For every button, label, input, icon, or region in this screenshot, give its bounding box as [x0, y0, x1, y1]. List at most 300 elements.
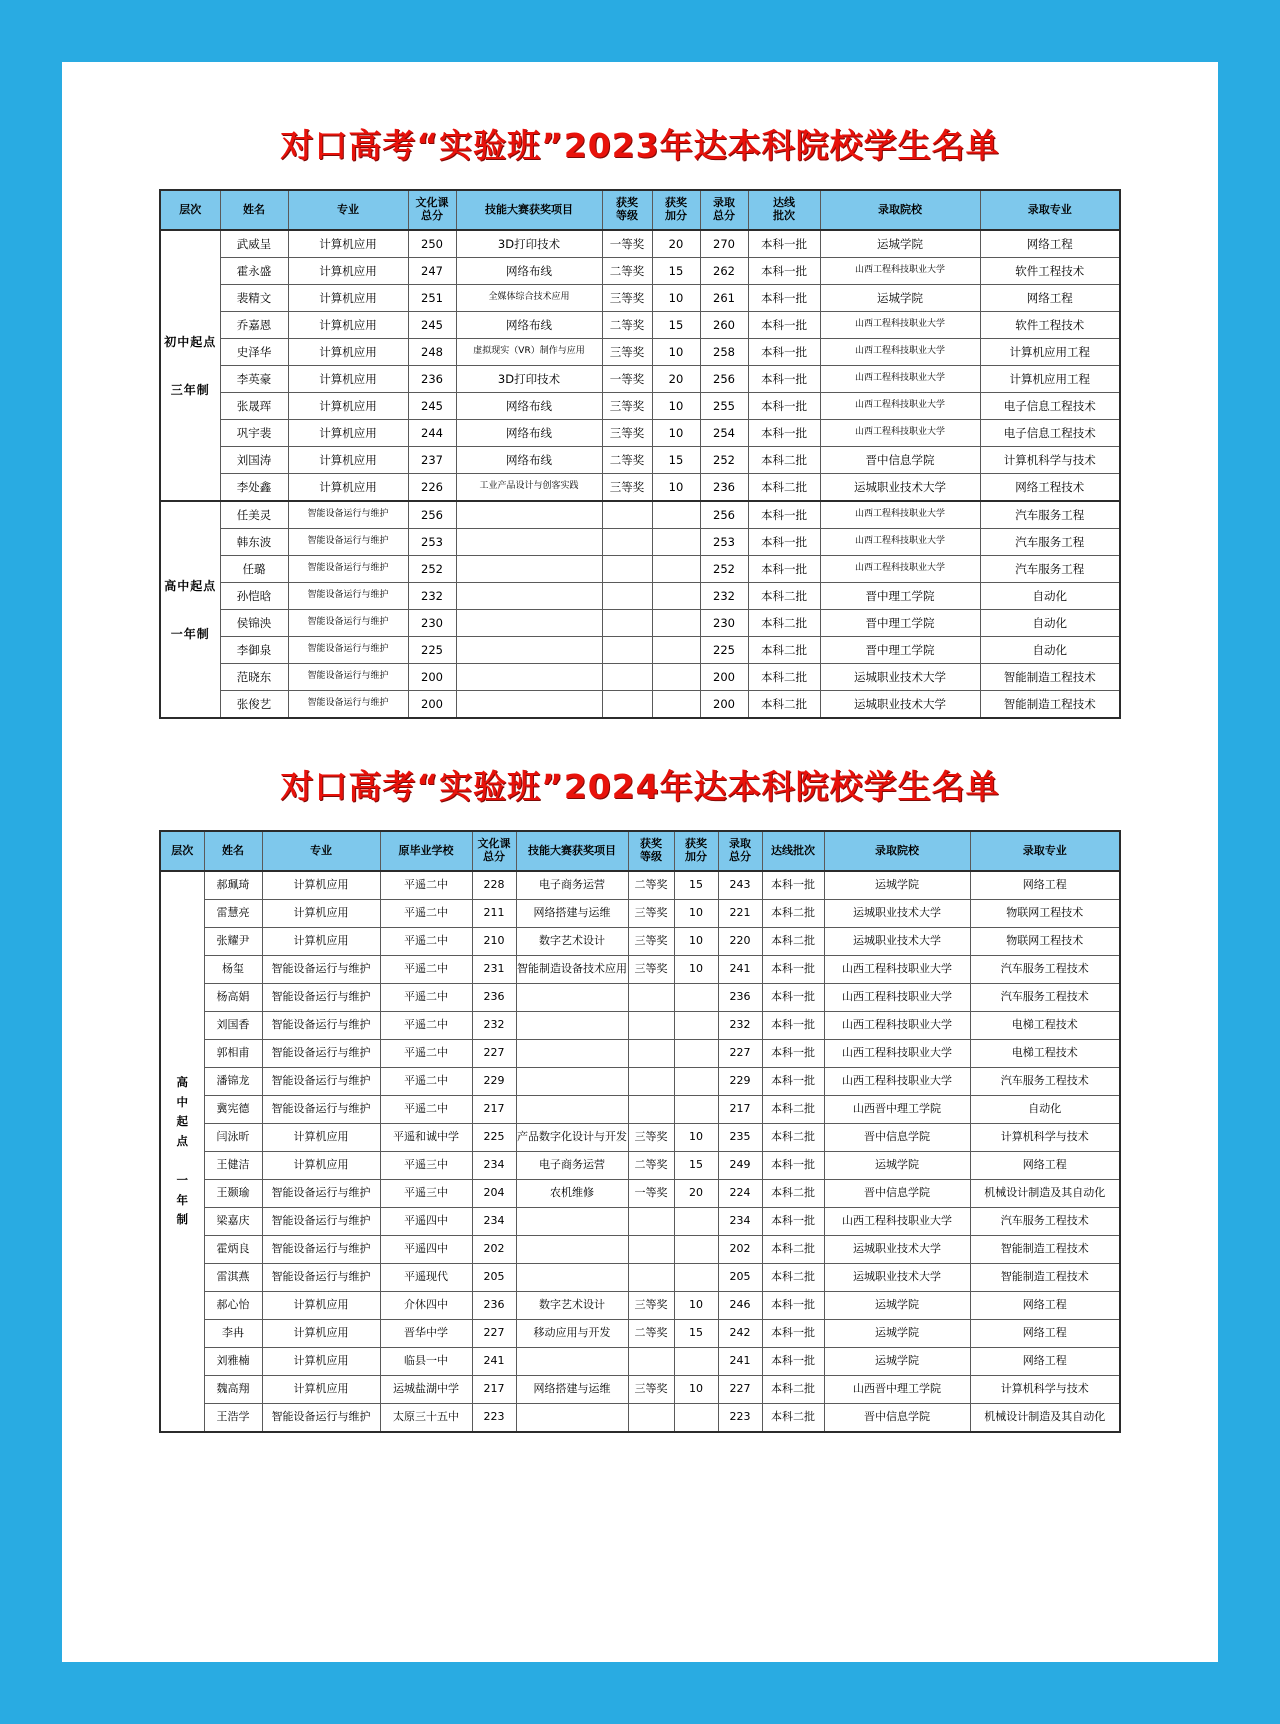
cell-文化课总分: 227: [472, 1320, 516, 1348]
cell-获奖加分: 10: [674, 1376, 718, 1404]
cell-录取院校: 山西工程科技职业大学: [820, 501, 980, 529]
cell-技能大赛获奖项目: 数字艺术设计: [516, 1292, 628, 1320]
cell-录取总分: 229: [718, 1068, 762, 1096]
cell-达线批次: 本科一批: [762, 1348, 824, 1376]
cell-专业: 计算机应用: [262, 1152, 380, 1180]
cell-专业: 计算机应用: [288, 474, 408, 502]
students-table-2024: [159, 830, 1121, 1433]
cell-达线批次: 本科一批: [762, 1152, 824, 1180]
cell-录取专业: 智能制造工程技术: [970, 1264, 1120, 1292]
cell-专业: 智能设备运行与维护: [262, 1068, 380, 1096]
cell-录取院校: 晋中信息学院: [824, 1180, 970, 1208]
cell-达线批次: 本科二批: [762, 1180, 824, 1208]
cell-录取院校: 运城学院: [820, 285, 980, 312]
cell-达线批次: 本科二批: [762, 900, 824, 928]
cell-达线批次: 本科一批: [748, 529, 820, 556]
cell-姓名: 王健洁: [204, 1152, 262, 1180]
cell-获奖加分: [652, 691, 700, 719]
section-title-2023: 对口高考“实验班”2023年达本科院校学生名单: [280, 126, 1000, 165]
cell-文化课总分: 230: [408, 610, 456, 637]
cell-专业: 智能设备运行与维护: [262, 1236, 380, 1264]
col-header-name: 姓名: [220, 190, 288, 230]
cell-原毕业学校: 平遥四中: [380, 1208, 472, 1236]
table-row: [160, 230, 1120, 258]
cell-文化课总分: 234: [472, 1152, 516, 1180]
cell-获奖等级: 二等奖: [602, 312, 652, 339]
cell-达线批次: 本科二批: [762, 1404, 824, 1433]
cell-技能大赛获奖项目: 工业产品设计与创客实践: [456, 474, 602, 502]
cell-录取院校: 山西工程科技职业大学: [820, 339, 980, 366]
cell-录取院校: 山西工程科技职业大学: [820, 393, 980, 420]
cell-获奖加分: 15: [674, 1152, 718, 1180]
cell-原毕业学校: 平遥二中: [380, 1096, 472, 1124]
table-row: [160, 339, 1120, 366]
cell-获奖加分: 10: [674, 956, 718, 984]
cell-姓名: 张晟珲: [220, 393, 288, 420]
cell-获奖等级: [628, 1096, 674, 1124]
cell-原毕业学校: 平遥三中: [380, 1180, 472, 1208]
group-label-cell: 高中起点 一年制: [160, 501, 220, 718]
cell-技能大赛获奖项目: 网络布线: [456, 420, 602, 447]
cell-文化课总分: 225: [472, 1124, 516, 1152]
col-header-total-score: 录取 总分: [718, 831, 762, 871]
cell-录取院校: 山西工程科技职业大学: [824, 1068, 970, 1096]
cell-姓名: 杨高娟: [204, 984, 262, 1012]
cell-文化课总分: 228: [472, 871, 516, 900]
cell-文化课总分: 237: [408, 447, 456, 474]
cell-姓名: 梁嘉庆: [204, 1208, 262, 1236]
table-row: [160, 1096, 1120, 1124]
cell-获奖等级: 三等奖: [628, 1376, 674, 1404]
col-header-award-level: 获奖 等级: [628, 831, 674, 871]
cell-录取专业: 汽车服务工程技术: [970, 1068, 1120, 1096]
cell-文化课总分: 226: [408, 474, 456, 502]
cell-技能大赛获奖项目: [456, 501, 602, 529]
cell-专业: 智能设备运行与维护: [262, 1040, 380, 1068]
cell-获奖加分: 10: [652, 420, 700, 447]
cell-原毕业学校: 平遥二中: [380, 956, 472, 984]
cell-录取总分: 200: [700, 664, 748, 691]
cell-获奖加分: [674, 1068, 718, 1096]
cell-录取总分: 249: [718, 1152, 762, 1180]
cell-专业: 智能设备运行与维护: [262, 1264, 380, 1292]
cell-达线批次: 本科一批: [748, 556, 820, 583]
cell-专业: 智能设备运行与维护: [288, 664, 408, 691]
table-row: [160, 1068, 1120, 1096]
cell-原毕业学校: 平遥三中: [380, 1152, 472, 1180]
cell-获奖等级: 一等奖: [602, 230, 652, 258]
cell-录取院校: 运城学院: [824, 1292, 970, 1320]
cell-原毕业学校: 平遥二中: [380, 1068, 472, 1096]
table-body-2024: [160, 871, 1120, 1432]
cell-录取总分: 235: [718, 1124, 762, 1152]
col-header-total-score: 录取 总分: [700, 190, 748, 230]
cell-录取院校: 晋中信息学院: [820, 447, 980, 474]
cell-达线批次: 本科一批: [762, 1012, 824, 1040]
cell-录取院校: 运城职业技术大学: [820, 474, 980, 502]
cell-专业: 智能设备运行与维护: [288, 583, 408, 610]
cell-文化课总分: 234: [472, 1208, 516, 1236]
cell-获奖等级: 三等奖: [628, 928, 674, 956]
cell-获奖加分: [652, 637, 700, 664]
cell-录取总分: 252: [700, 447, 748, 474]
col-header-university: 录取院校: [824, 831, 970, 871]
cell-录取专业: 汽车服务工程技术: [970, 1208, 1120, 1236]
cell-技能大赛获奖项目: [456, 664, 602, 691]
cell-录取总分: 221: [718, 900, 762, 928]
table-row: [160, 956, 1120, 984]
table-row: [160, 1264, 1120, 1292]
table-row: [160, 258, 1120, 285]
cell-姓名: 裴精文: [220, 285, 288, 312]
table-row: [160, 1236, 1120, 1264]
table-row: [160, 583, 1120, 610]
cell-获奖等级: 三等奖: [602, 393, 652, 420]
cell-技能大赛获奖项目: 电子商务运营: [516, 871, 628, 900]
cell-获奖等级: [628, 1348, 674, 1376]
cell-录取总分: 255: [700, 393, 748, 420]
cell-姓名: 郭相甫: [204, 1040, 262, 1068]
cell-录取专业: 网络工程: [980, 285, 1120, 312]
cell-获奖加分: [652, 556, 700, 583]
cell-录取总分: 243: [718, 871, 762, 900]
cell-达线批次: 本科二批: [748, 610, 820, 637]
cell-获奖等级: [628, 1012, 674, 1040]
cell-姓名: 范晓东: [220, 664, 288, 691]
table-row: [160, 1124, 1120, 1152]
cell-获奖等级: [602, 637, 652, 664]
cell-达线批次: 本科一批: [748, 339, 820, 366]
cell-技能大赛获奖项目: [516, 1404, 628, 1433]
cell-技能大赛获奖项目: [456, 691, 602, 719]
col-header-major: 专业: [262, 831, 380, 871]
header-row: [160, 831, 1120, 871]
cell-录取院校: 运城职业技术大学: [824, 1236, 970, 1264]
cell-录取院校: 运城职业技术大学: [824, 900, 970, 928]
cell-姓名: 张耀尹: [204, 928, 262, 956]
cell-录取专业: 电子信息工程技术: [980, 420, 1120, 447]
cell-专业: 智能设备运行与维护: [288, 610, 408, 637]
cell-姓名: 乔嘉恩: [220, 312, 288, 339]
cell-获奖加分: 15: [674, 1320, 718, 1348]
cell-获奖加分: 15: [674, 871, 718, 900]
cell-获奖等级: 三等奖: [628, 1292, 674, 1320]
table-row: [160, 474, 1120, 502]
cell-文化课总分: 253: [408, 529, 456, 556]
cell-获奖加分: [674, 1404, 718, 1433]
cell-录取院校: 山西工程科技职业大学: [820, 420, 980, 447]
cell-达线批次: 本科一批: [748, 285, 820, 312]
table-row: [160, 1320, 1120, 1348]
cell-专业: 计算机应用: [262, 928, 380, 956]
cell-达线批次: 本科二批: [762, 1236, 824, 1264]
cell-技能大赛获奖项目: 网络布线: [456, 258, 602, 285]
cell-达线批次: 本科二批: [762, 1096, 824, 1124]
col-header-batch: 达线批次: [762, 831, 824, 871]
cell-技能大赛获奖项目: [456, 610, 602, 637]
cell-获奖等级: 三等奖: [602, 339, 652, 366]
cell-技能大赛获奖项目: [456, 583, 602, 610]
cell-达线批次: 本科二批: [762, 1376, 824, 1404]
cell-姓名: 雷慧亮: [204, 900, 262, 928]
cell-录取专业: 汽车服务工程: [980, 501, 1120, 529]
cell-获奖加分: [674, 1348, 718, 1376]
cell-姓名: 侯锦泱: [220, 610, 288, 637]
cell-专业: 计算机应用: [288, 258, 408, 285]
cell-录取院校: 山西工程科技职业大学: [824, 984, 970, 1012]
cell-获奖加分: [674, 1012, 718, 1040]
table-row: [160, 312, 1120, 339]
cell-原毕业学校: 平遥四中: [380, 1236, 472, 1264]
cell-获奖等级: 三等奖: [628, 900, 674, 928]
cell-录取院校: 山西工程科技职业大学: [824, 1012, 970, 1040]
cell-录取总分: 256: [700, 501, 748, 529]
table-row: [160, 637, 1120, 664]
cell-录取院校: 山西工程科技职业大学: [820, 312, 980, 339]
table-row: [160, 1040, 1120, 1068]
cell-达线批次: 本科一批: [762, 1068, 824, 1096]
cell-技能大赛获奖项目: [516, 1236, 628, 1264]
cell-技能大赛获奖项目: [516, 984, 628, 1012]
cell-录取专业: 计算机应用工程: [980, 339, 1120, 366]
cell-达线批次: 本科一批: [762, 1208, 824, 1236]
table-row: [160, 556, 1120, 583]
cell-录取院校: 山西工程科技职业大学: [824, 956, 970, 984]
cell-文化课总分: 232: [472, 1012, 516, 1040]
cell-专业: 计算机应用: [262, 1376, 380, 1404]
cell-专业: 智能设备运行与维护: [288, 501, 408, 529]
cell-姓名: 冀宪德: [204, 1096, 262, 1124]
cell-录取总分: 252: [700, 556, 748, 583]
cell-录取专业: 自动化: [980, 610, 1120, 637]
col-header-award-bonus: 获奖 加分: [674, 831, 718, 871]
cell-姓名: 刘国香: [204, 1012, 262, 1040]
cell-录取院校: 晋中理工学院: [820, 583, 980, 610]
cell-达线批次: 本科二批: [762, 1264, 824, 1292]
cell-达线批次: 本科二批: [748, 447, 820, 474]
table-row: [160, 1180, 1120, 1208]
cell-录取专业: 网络工程: [980, 230, 1120, 258]
table-row: [160, 501, 1120, 529]
cell-专业: 计算机应用: [288, 339, 408, 366]
cell-获奖等级: [628, 1264, 674, 1292]
cell-录取专业: 网络工程技术: [980, 474, 1120, 502]
cell-获奖加分: [674, 1264, 718, 1292]
cell-获奖等级: 三等奖: [602, 420, 652, 447]
table-wrapper-2024: [62, 830, 1218, 1433]
cell-录取总分: 225: [700, 637, 748, 664]
cell-姓名: 任璐: [220, 556, 288, 583]
cell-达线批次: 本科一批: [762, 871, 824, 900]
cell-姓名: 刘雅楠: [204, 1348, 262, 1376]
cell-录取院校: 山西工程科技职业大学: [824, 1040, 970, 1068]
cell-获奖加分: 10: [674, 1292, 718, 1320]
cell-录取专业: 网络工程: [970, 871, 1120, 900]
cell-专业: 计算机应用: [262, 1348, 380, 1376]
cell-达线批次: 本科二批: [762, 928, 824, 956]
cell-录取总分: 262: [700, 258, 748, 285]
cell-姓名: 郝珮琦: [204, 871, 262, 900]
table-row: [160, 1292, 1120, 1320]
table-row: [160, 691, 1120, 719]
cell-姓名: 史泽华: [220, 339, 288, 366]
cell-获奖等级: [628, 1236, 674, 1264]
cell-录取总分: 202: [718, 1236, 762, 1264]
cell-录取总分: 258: [700, 339, 748, 366]
cell-文化课总分: 252: [408, 556, 456, 583]
cell-录取专业: 自动化: [980, 583, 1120, 610]
table-row: [160, 610, 1120, 637]
cell-文化课总分: 236: [472, 1292, 516, 1320]
cell-录取总分: 230: [700, 610, 748, 637]
cell-获奖等级: 二等奖: [628, 871, 674, 900]
cell-达线批次: 本科一批: [748, 312, 820, 339]
cell-获奖加分: 10: [652, 339, 700, 366]
cell-原毕业学校: 临县一中: [380, 1348, 472, 1376]
cell-原毕业学校: 平遥现代: [380, 1264, 472, 1292]
cell-获奖等级: 二等奖: [602, 447, 652, 474]
cell-姓名: 刘国涛: [220, 447, 288, 474]
cell-达线批次: 本科二批: [748, 637, 820, 664]
cell-获奖加分: [652, 583, 700, 610]
cell-获奖加分: 20: [652, 366, 700, 393]
cell-录取总分: 234: [718, 1208, 762, 1236]
cell-文化课总分: 248: [408, 339, 456, 366]
cell-录取总分: 220: [718, 928, 762, 956]
cell-达线批次: 本科一批: [762, 1292, 824, 1320]
cell-获奖加分: [652, 501, 700, 529]
cell-录取总分: 236: [718, 984, 762, 1012]
cell-技能大赛获奖项目: 移动应用与开发: [516, 1320, 628, 1348]
cell-文化课总分: 256: [408, 501, 456, 529]
cell-获奖加分: 20: [652, 230, 700, 258]
cell-录取总分: 254: [700, 420, 748, 447]
cell-原毕业学校: 平遥二中: [380, 900, 472, 928]
cell-原毕业学校: 平遥二中: [380, 1040, 472, 1068]
cell-达线批次: 本科一批: [748, 420, 820, 447]
cell-录取专业: 汽车服务工程: [980, 529, 1120, 556]
cell-录取专业: 自动化: [980, 637, 1120, 664]
cell-文化课总分: 251: [408, 285, 456, 312]
cell-获奖加分: [652, 664, 700, 691]
cell-专业: 计算机应用: [262, 871, 380, 900]
cell-录取院校: 运城学院: [820, 230, 980, 258]
cell-录取院校: 晋中信息学院: [824, 1404, 970, 1433]
table-row: [160, 1012, 1120, 1040]
cell-录取院校: 运城学院: [824, 1348, 970, 1376]
cell-姓名: 闫泳昕: [204, 1124, 262, 1152]
cell-技能大赛获奖项目: [456, 529, 602, 556]
table-body-2023: [160, 230, 1120, 718]
cell-原毕业学校: 太原三十五中: [380, 1404, 472, 1433]
cell-获奖等级: [602, 529, 652, 556]
cell-录取院校: 运城职业技术大学: [824, 928, 970, 956]
cell-获奖加分: 10: [674, 1124, 718, 1152]
cell-文化课总分: 211: [472, 900, 516, 928]
cell-录取专业: 智能制造工程技术: [970, 1236, 1120, 1264]
cell-姓名: 王浩学: [204, 1404, 262, 1433]
table-row: [160, 393, 1120, 420]
cell-姓名: 郝心怡: [204, 1292, 262, 1320]
cell-姓名: 武威呈: [220, 230, 288, 258]
table-row: [160, 1208, 1120, 1236]
cell-技能大赛获奖项目: [456, 637, 602, 664]
cell-姓名: 李御泉: [220, 637, 288, 664]
cell-技能大赛获奖项目: 电子商务运营: [516, 1152, 628, 1180]
cell-专业: 智能设备运行与维护: [262, 1404, 380, 1433]
cell-获奖加分: 10: [674, 928, 718, 956]
cell-技能大赛获奖项目: 农机维修: [516, 1180, 628, 1208]
cell-专业: 智能设备运行与维护: [288, 691, 408, 719]
cell-文化课总分: 202: [472, 1236, 516, 1264]
cell-达线批次: 本科一批: [748, 230, 820, 258]
col-header-competition-award: 技能大赛获奖项目: [456, 190, 602, 230]
cell-录取总分: 270: [700, 230, 748, 258]
table-row: [160, 1404, 1120, 1433]
cell-获奖加分: 10: [652, 393, 700, 420]
cell-录取院校: 晋中信息学院: [824, 1124, 970, 1152]
cell-录取专业: 智能制造工程技术: [980, 691, 1120, 719]
cell-文化课总分: 245: [408, 312, 456, 339]
cell-获奖等级: 二等奖: [628, 1152, 674, 1180]
cell-技能大赛获奖项目: 3D打印技术: [456, 366, 602, 393]
cell-录取总分: 200: [700, 691, 748, 719]
cell-文化课总分: 231: [472, 956, 516, 984]
cell-达线批次: 本科一批: [748, 501, 820, 529]
cell-录取专业: 网络工程: [970, 1348, 1120, 1376]
cell-专业: 计算机应用: [262, 1320, 380, 1348]
table-row: [160, 1348, 1120, 1376]
cell-达线批次: 本科一批: [748, 393, 820, 420]
cell-文化课总分: 217: [472, 1376, 516, 1404]
cell-获奖等级: 二等奖: [628, 1320, 674, 1348]
col-header-origin-school: 原毕业学校: [380, 831, 472, 871]
cell-专业: 智能设备运行与维护: [262, 956, 380, 984]
group-label-cell: 初中起点 三年制: [160, 230, 220, 501]
cell-录取专业: 物联网工程技术: [970, 900, 1120, 928]
cell-获奖加分: 20: [674, 1180, 718, 1208]
cell-获奖等级: [602, 691, 652, 719]
table-row: [160, 928, 1120, 956]
cell-技能大赛获奖项目: 数字艺术设计: [516, 928, 628, 956]
cell-录取总分: 227: [718, 1040, 762, 1068]
cell-录取专业: 机械设计制造及其自动化: [970, 1404, 1120, 1433]
students-table-2023: [159, 189, 1121, 719]
cell-技能大赛获奖项目: 全媒体综合技术应用: [456, 285, 602, 312]
cell-文化课总分: 229: [472, 1068, 516, 1096]
cell-获奖等级: [602, 556, 652, 583]
cell-技能大赛获奖项目: [516, 1096, 628, 1124]
cell-录取专业: 计算机科学与技术: [970, 1124, 1120, 1152]
cell-录取院校: 运城职业技术大学: [820, 691, 980, 719]
cell-专业: 计算机应用: [262, 1292, 380, 1320]
cell-原毕业学校: 运城盐湖中学: [380, 1376, 472, 1404]
cell-录取专业: 网络工程: [970, 1152, 1120, 1180]
cell-技能大赛获奖项目: 网络搭建与运维: [516, 1376, 628, 1404]
cell-获奖加分: [652, 529, 700, 556]
cell-获奖加分: [652, 610, 700, 637]
col-header-university: 录取院校: [820, 190, 980, 230]
cell-录取专业: 计算机科学与技术: [980, 447, 1120, 474]
cell-专业: 计算机应用: [288, 366, 408, 393]
cell-达线批次: 本科二批: [748, 664, 820, 691]
cell-原毕业学校: 介休四中: [380, 1292, 472, 1320]
cell-技能大赛获奖项目: [516, 1208, 628, 1236]
cell-录取总分: 253: [700, 529, 748, 556]
cell-获奖等级: [628, 1208, 674, 1236]
cell-录取总分: 217: [718, 1096, 762, 1124]
cell-获奖等级: 二等奖: [602, 258, 652, 285]
